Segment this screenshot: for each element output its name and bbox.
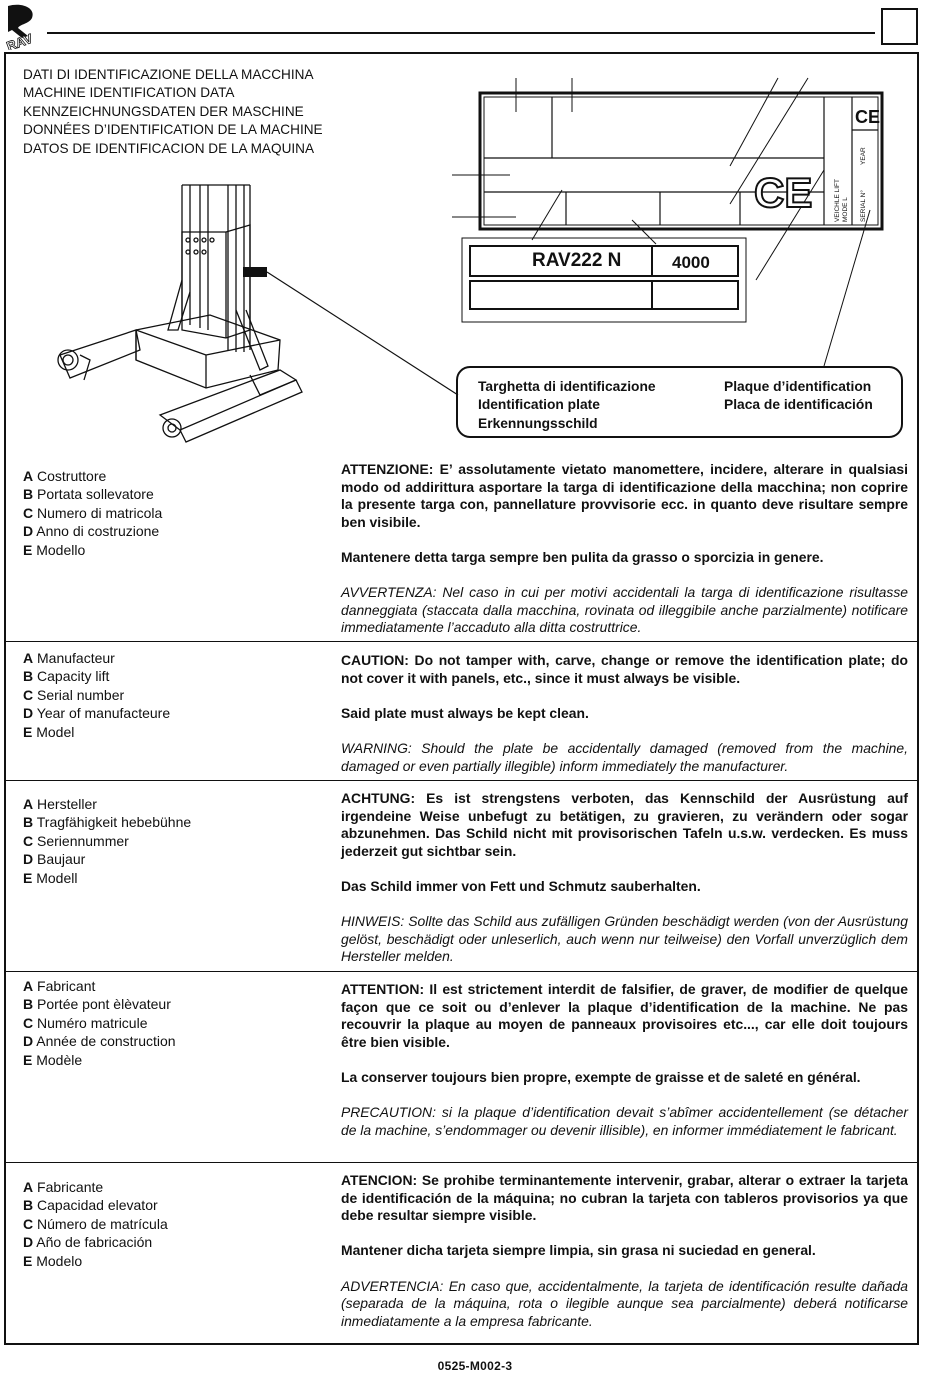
legend-item: E Modello bbox=[23, 541, 86, 558]
notice-de bbox=[341, 790, 908, 966]
legend-item: C Numero di matricola bbox=[23, 504, 163, 521]
notice-advice: HINWEIS: Sollte das Schild aus zufälligen Gründen beschädigt werden (von der Ausrüstung gelöst, beschädigt oder unleserlich, auch wenn nur teilweise) den Vorfall unverzüglich dem Hersteller melden. bbox=[341, 913, 908, 965]
side-label-serial: SERIAL N° bbox=[860, 190, 867, 222]
legend-fr bbox=[23, 977, 176, 1069]
lift-illustration bbox=[50, 180, 470, 450]
callout-right-text bbox=[724, 378, 873, 415]
legend-item: A Fabricante bbox=[23, 1179, 104, 1195]
notice-advice: AVVERTENZA: Nel caso in cui per motivi accidentali la targa di identificazione risultasse danneggiata (staccata dalla macchina, rovinata od illeggibile anche parzialmente) notificare immediatamente l’accaduto alla ditta costruttrice. bbox=[341, 584, 908, 636]
document-code: 0525-M002-3 bbox=[437, 1359, 513, 1373]
legend-item: D Année de construction bbox=[23, 1033, 176, 1050]
legend-item: C Serial number bbox=[23, 686, 125, 703]
legend-item: A Hersteller bbox=[23, 796, 97, 812]
identification-plate-diagram bbox=[440, 70, 890, 370]
legend-item: B Portée pont èlèvateur bbox=[23, 996, 171, 1013]
brand-logo bbox=[2, 2, 42, 50]
legend-item: A Manufacteur bbox=[23, 650, 115, 666]
legend-item: D Anno di costruzione bbox=[23, 523, 160, 540]
callout-line-it: Targhetta di identificazione bbox=[478, 379, 656, 394]
legend-item: D Year of manufacteure bbox=[23, 705, 171, 722]
section-divider bbox=[4, 641, 919, 642]
section-divider bbox=[4, 1162, 919, 1163]
legend-item: B Capacity lift bbox=[23, 668, 110, 685]
title-line-fr: DONNÉES D’IDENTIFICATION DE LA MACHINE bbox=[23, 122, 323, 138]
callout-left-text bbox=[478, 378, 656, 433]
legend-item: C Número de matrícula bbox=[23, 1215, 168, 1232]
callout-line-de: Erkennungsschild bbox=[478, 415, 598, 431]
legend-item: D Baujaur bbox=[23, 851, 86, 868]
header-rule bbox=[47, 32, 875, 34]
notice-cleaning: Mantener dicha tarjeta siempre limpia, sin grasa ni suciedad en general. bbox=[341, 1242, 816, 1259]
callout-line-es: Placa de identificación bbox=[724, 397, 873, 413]
legend-item: A Fabricant bbox=[23, 978, 96, 994]
title-line-it: DATI DI IDENTIFICAZIONE DELLA MACCHINA bbox=[23, 67, 314, 82]
title-line-de: KENNZEICHNUNGSDATEN DER MASCHINE bbox=[23, 103, 304, 119]
notice-warning: ATTENTION: Il est strictement interdit de falsifier, de graver, de modifier de quelque façon que ce soit ou d’enlever la plaque d’identification de la machine. Ne pas recouvrir la plaque au moyen de panneaux provisoires etc..., car elle doit toujours être bien visible. bbox=[341, 981, 908, 1050]
logo-text: RAV bbox=[4, 30, 35, 50]
callout-line-en: Identification plate bbox=[478, 397, 600, 413]
title-line-es: DATOS DE IDENTIFICACION DE LA MAQUINA bbox=[23, 140, 315, 156]
plate-model-value: RAV222 N bbox=[532, 250, 622, 271]
legend-item: D Año de fabricación bbox=[23, 1234, 153, 1251]
notice-advice: ADVERTENCIA: En caso que, accidentalmente, la tarjeta de identificación resulte dañada (separada de la máquina, rota o ilegible aunque sea parcialmente) deberá notificarse inmediatamente a la empresa fabricante. bbox=[341, 1277, 908, 1329]
page-corner-box bbox=[881, 8, 918, 45]
side-label-vehicle: VEICHLE LIFT bbox=[834, 179, 841, 222]
notice-cleaning: Mantenere detta targa sempre ben pulita da grasso o sporcizia in genere. bbox=[341, 548, 824, 565]
legend-en bbox=[23, 649, 170, 741]
side-label-model: MODE L bbox=[842, 197, 849, 222]
legend-item: E Model bbox=[23, 723, 75, 740]
notice-es bbox=[341, 1172, 908, 1330]
notice-en bbox=[341, 652, 908, 775]
notice-advice: WARNING: Should the plate be accidentally damaged (removed from the machine, damaged or even partially illegible) inform immediately the manufacturer. bbox=[341, 739, 908, 774]
ce-mark-large: CE bbox=[754, 169, 813, 216]
legend-es bbox=[23, 1178, 168, 1270]
legend-item: B Portata sollevatore bbox=[23, 486, 154, 503]
legend-item: C Numéro matricule bbox=[23, 1014, 148, 1031]
legend-de bbox=[23, 795, 191, 887]
notice-advice: PRECAUTION: si la plaque d’identification devait s’abîmer accidentellement (se détacher de la machine, s’endommager ou devenir illisible), en informer immédiatement le fabricant. bbox=[341, 1104, 908, 1138]
legend-item: E Modèle bbox=[23, 1051, 83, 1068]
notice-it bbox=[341, 461, 908, 637]
notice-cleaning: Said plate must always be kept clean. bbox=[341, 704, 589, 721]
plate-pointer-line bbox=[267, 272, 458, 395]
notice-warning: ACHTUNG: Es ist strengstens verboten, das Kennschild der Ausrüstung auf irgendeine Weise unbefugt zu betätigen, zu gravieren, zu verändern oder sogar abzunehmen. Das Schild nicht mit provisorischen Tafeln u.s.w. verdecken. Es muss jederzeit gut sichtbar sein. bbox=[341, 790, 908, 859]
section-divider bbox=[4, 971, 919, 972]
plate-capacity-value: 4000 bbox=[672, 253, 710, 272]
side-label-year: YEAR bbox=[860, 147, 867, 165]
plate-location-marker bbox=[243, 267, 267, 277]
legend-item: B Capacidad elevator bbox=[23, 1197, 158, 1214]
notice-warning: ATTENZIONE: E’ assolutamente vietato manomettere, incidere, alterare in qualsiasi modo od addirittura asportare la targa di identificazione della macchina; non coprire la presente targa con, pannellature provvisorie ecc. in quanto deve risultare sempre ben visibile. bbox=[341, 461, 908, 530]
legend-item: B Tragfähigkeit hebebühne bbox=[23, 814, 192, 831]
logo-graphic bbox=[2, 2, 42, 50]
legend-it bbox=[23, 467, 162, 559]
page-title bbox=[23, 66, 323, 158]
legend-item: C Seriennummer bbox=[23, 832, 129, 849]
notice-warning: CAUTION: Do not tamper with, carve, change or remove the identification plate; do not cover it with panels, etc., since it must always be visible. bbox=[341, 652, 908, 686]
notice-fr bbox=[341, 981, 908, 1139]
section-divider bbox=[4, 780, 919, 781]
legend-item: E Modell bbox=[23, 869, 78, 886]
ce-mark-small: CE bbox=[855, 107, 881, 127]
notice-warning: ATENCION: Se prohibe terminantemente intervenir, grabar, alterar o extraer la tarjeta de identificación de la máquina; no cubran la tarjeta con tableros provisorios ya que debe resultar siempre visible. bbox=[341, 1172, 908, 1224]
legend-item: E Modelo bbox=[23, 1252, 83, 1269]
legend-item: A Costruttore bbox=[23, 468, 107, 484]
plate-callout bbox=[456, 366, 903, 438]
title-line-en: MACHINE IDENTIFICATION DATA bbox=[23, 85, 235, 101]
callout-line-fr: Plaque d’identification bbox=[724, 379, 872, 394]
notice-cleaning: La conserver toujours bien propre, exempte de graisse et de saleté en général. bbox=[341, 1068, 861, 1085]
notice-cleaning: Das Schild immer von Fett und Schmutz sauberhalten. bbox=[341, 877, 701, 894]
